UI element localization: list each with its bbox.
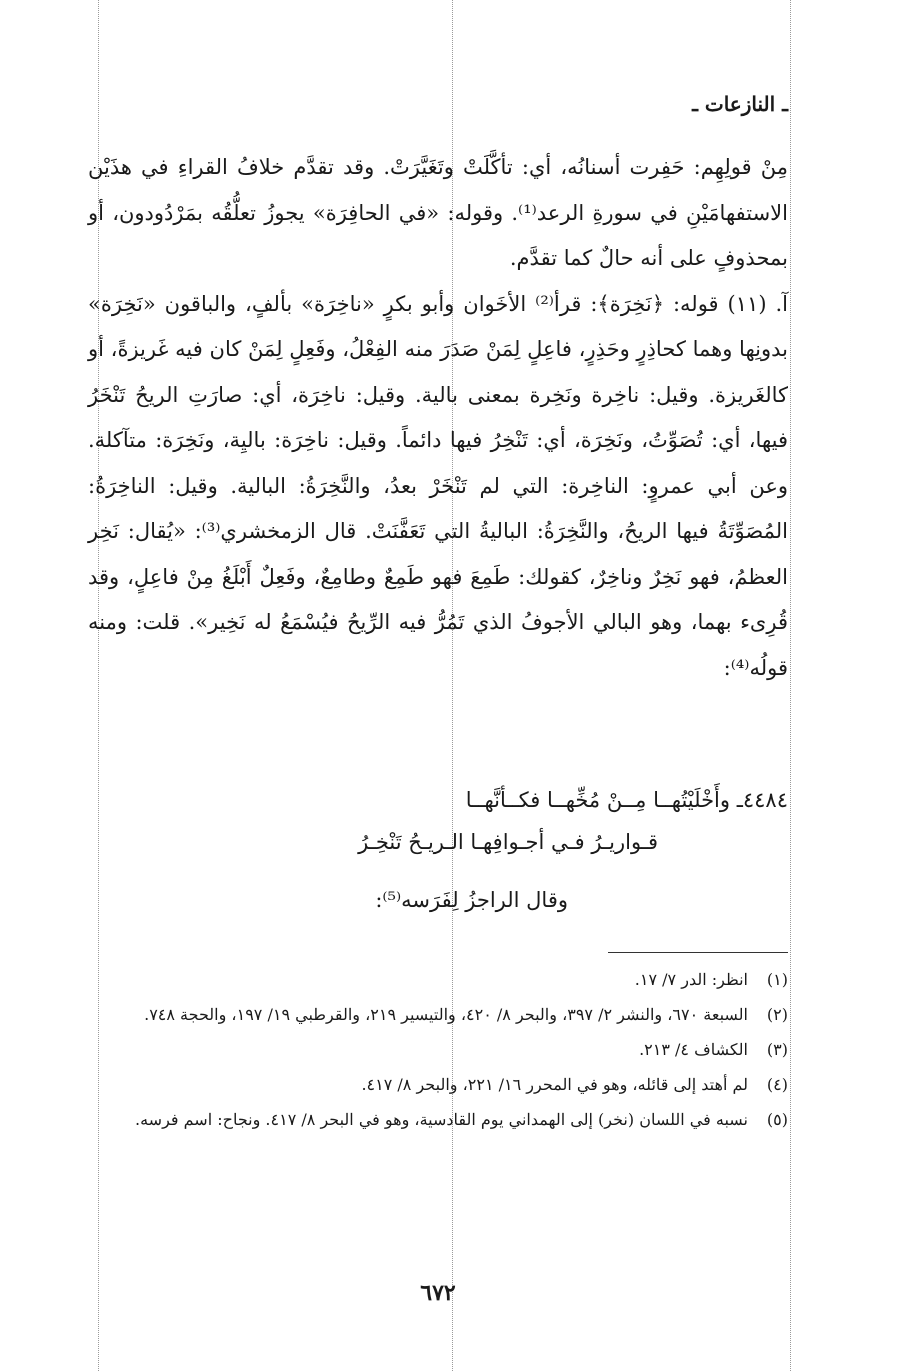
footnotes — [88, 964, 788, 1139]
footnote — [88, 1069, 788, 1100]
verse-line-1: ٤٤٨٤ـ وأَخْلَيْتُهــا مِــنْ مُخِّهــا فكــأنَّهــا — [465, 788, 788, 812]
footnote — [88, 1104, 788, 1135]
footnote-number: (٢) — [766, 1005, 788, 1024]
footnote-number: (١) — [766, 970, 788, 989]
verse-intro-line: وقال الراجزُ لِفَرَسه⁽⁵⁾: — [375, 888, 568, 912]
footnote — [88, 964, 788, 995]
paragraph-2: آ. (١١) قوله: ﴿نَخِرَة﴾: قرأ⁽²⁾ الأخَوان وأبو بكرٍ «ناخِرَة» بألفٍ، والباقون «نَخِرَة» بدونِها وهما كحاذِرٍ وحَذِرٍ، فاعِلٍ لِمَنْ صَدَرَ منه الفِعْلُ، وفَعِلٍ لِمَنْ كان فيه غَريزةً، أو كالغَريزة. وقيل: ناخِرة ونَخِرة بمعنى بالية. وقيل: ناخِرَة، أي: صارَتِ الريحُ تَنْخَرُ فيها، أي: تُصَوِّتُ، ونَخِرَة، أي: تَنْخِرُ فيها دائماً. وقيل: ناخِرَة: باليِة، ونَخِرَة: متآكلة. وعن أبي عمروٍ: الناخِرة: التي لم تَنْخَرْ بعدُ، والنَّخِرَةُ: البالية. وقيل: الناخِرَةُ: المُصَوِّتَةُ فيها الريحُ، والنَّخِرَةُ: الباليةُ التي تَعَفَّنَتْ. قال الزمخشري⁽³⁾: «يُقال: نَخِر العظمُ، فهو نَخِرٌ وناخِرٌ، كقولك: طَمِعَ فهو طَمِعٌ وطامِعٌ، وفَعِلٌ أَبْلَغُ مِنْ فاعِلٍ، وقد قُرِىء بهما، وهو البالي الأجوفُ الذي تَمُرُّ فيه الرِّيحُ فيُسْمَعُ له نَخِير». قلت: ومنه قولُه⁽⁴⁾: — [88, 291, 788, 680]
footnote-text: الكشاف ٤/ ٢١٣. — [639, 1040, 748, 1059]
footnote — [88, 1034, 788, 1065]
footnote-text: لم أهتد إلى قائله، وهو في المحرر ١٦/ ٢٢١، والبحر ٨/ ٤١٧. — [361, 1075, 748, 1094]
footnote — [88, 999, 788, 1030]
book-page — [88, 80, 788, 1340]
guide-line-right — [790, 0, 791, 1371]
page-number: ٦٧٢ — [420, 1280, 456, 1306]
verse-line-2: قـواريـرُ فـي أجـوافِهـا الـريـحُ تَنْخِـرُ — [358, 830, 658, 854]
footnote-text: السبعة ٦٧٠، والنشر ٢/ ٣٩٧، والبحر ٨/ ٤٢٠، والتيسير ٢١٩، والقرطبي ١٩/ ١٩٧، والحجة ٧٤٨. — [144, 1005, 748, 1024]
running-header: ـ النازعات ـ — [692, 92, 788, 116]
footnote-text: انظر: الدر ٧/ ١٧. — [634, 970, 748, 989]
footnote-text: نسبه في اللسان (نخر) إلى الهمداني يوم القادسية، وهو في البحر ٨/ ٤١٧. ونجاح: اسم فرسه. — [135, 1110, 748, 1129]
main-text — [88, 145, 788, 691]
paragraph-1: مِنْ قولِهِم: حَفِرت أسنانُه، أي: تأكَّلَتْ وتَغَيَّرَتْ. وقد تقدَّم خلافُ القراءِ في هذَيْن الاستفهامَيْنِ في سورةِ الرعد⁽¹⁾. وقوله: «في الحافِرَة» يجوزُ تعلُّقُه بمَرْدُودون، أو بمحذوفٍ على أنه حالٌ كما تقدَّم. — [88, 155, 788, 270]
footnote-number: (٣) — [766, 1040, 788, 1059]
footnote-separator — [608, 952, 788, 953]
footnote-number: (٥) — [766, 1110, 788, 1129]
footnote-number: (٤) — [766, 1075, 788, 1094]
